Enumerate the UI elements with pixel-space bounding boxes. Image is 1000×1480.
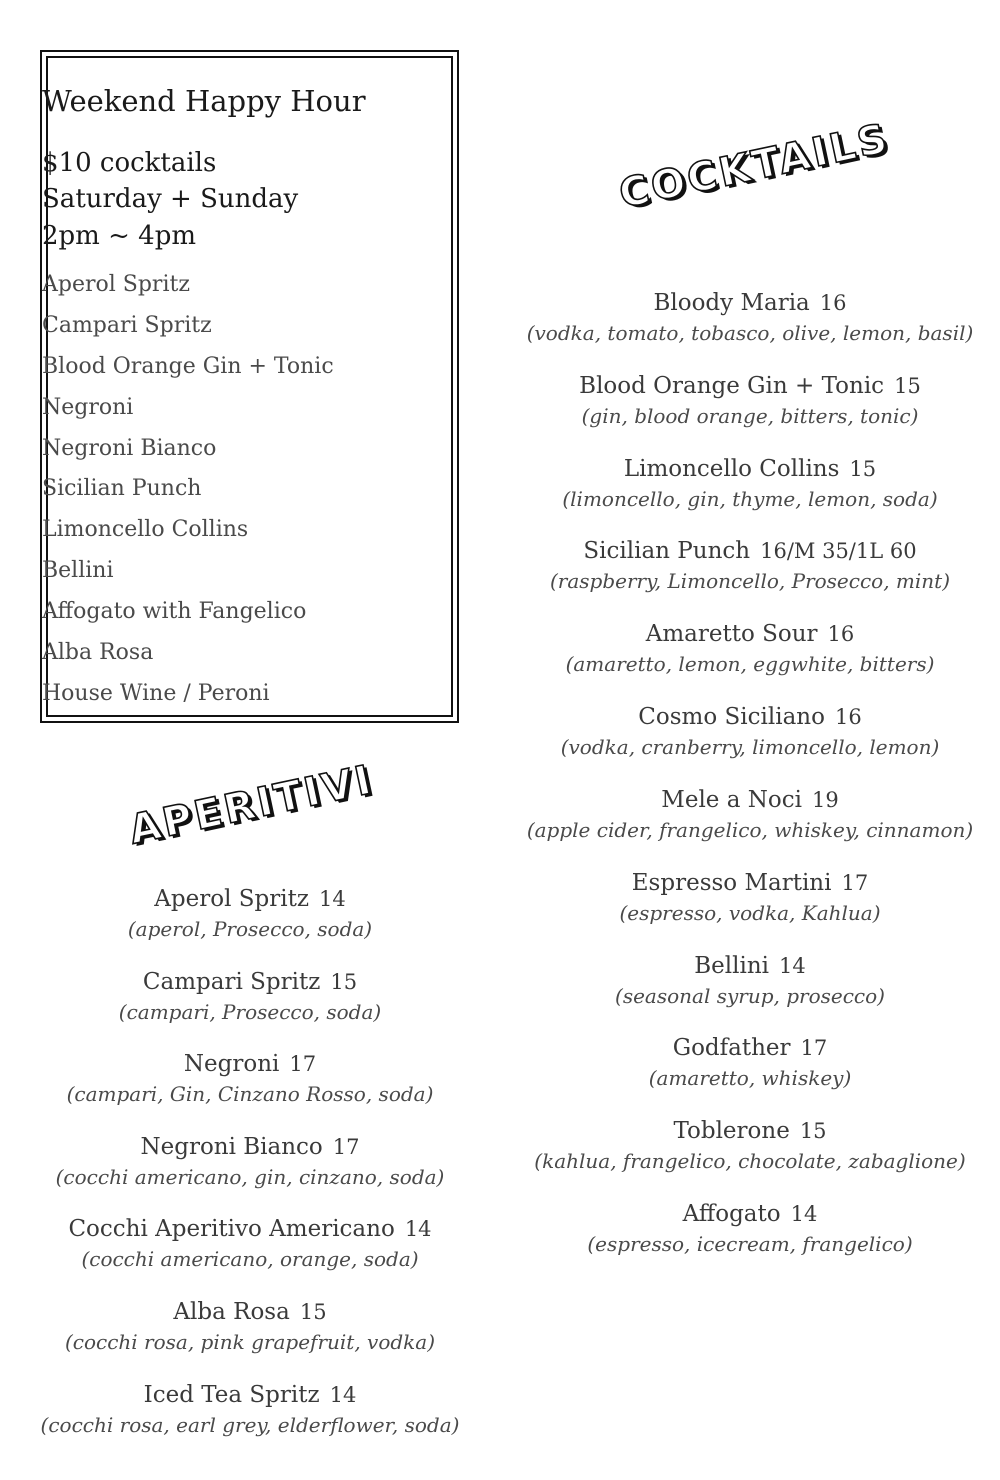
item-price: 15: [330, 970, 358, 994]
item-description: (apple cider, frangelico, whiskey, cinnamon): [526, 818, 974, 842]
item-description: (gin, blood orange, bitters, tonic): [581, 404, 919, 428]
item-description: (seasonal syrup, prosecco): [615, 984, 885, 1008]
item-price: 16/M 35/1L 60: [760, 539, 917, 563]
item-name: Mele a Noci: [661, 787, 802, 813]
cocktail-item: [520, 454, 980, 514]
item-description: (espresso, icecream, frangelico): [587, 1232, 913, 1256]
cocktail-item: [520, 785, 980, 845]
cocktail-item: [520, 536, 980, 596]
cocktails-heading: COCKTAILS: [615, 115, 894, 218]
happy-hour-time: 2pm ~ 4pm: [42, 221, 196, 251]
happy-hour-price: $10 cocktails: [42, 148, 217, 178]
item-price: 14: [404, 1217, 432, 1241]
item-price: 15: [894, 374, 921, 398]
item-name: Iced Tea Spritz: [143, 1382, 320, 1408]
item-description: (cocchi americano, gin, cinzano, soda): [55, 1165, 445, 1189]
happy-hour-item: Blood Orange Gin + Tonic: [42, 354, 334, 379]
item-price: 17: [841, 871, 869, 895]
cocktail-item: [520, 1033, 980, 1093]
item-price: 16: [827, 622, 855, 646]
item-price: 15: [849, 457, 877, 481]
aperitivo-item: [20, 967, 480, 1027]
item-name: Aperol Spritz: [154, 886, 309, 912]
cocktail-item: [520, 1199, 980, 1259]
cocktail-item: [520, 619, 980, 679]
item-description: (aperol, Prosecco, soda): [127, 917, 373, 941]
item-description: (vodka, tomato, tobasco, olive, lemon, basil): [526, 321, 974, 345]
item-name: Sicilian Punch: [583, 538, 751, 564]
item-price: 14: [790, 1202, 818, 1226]
cocktail-item: [520, 371, 980, 431]
item-name: Toblerone: [673, 1118, 790, 1144]
item-description: (cocchi rosa, pink grapefruit, vodka): [64, 1330, 436, 1354]
item-description: (kahlua, frangelico, chocolate, zabaglione): [534, 1149, 966, 1173]
item-price: 15: [299, 1300, 327, 1324]
happy-hour-box: [40, 50, 459, 723]
aperitivo-item: [20, 1297, 480, 1357]
item-name: Bloody Maria: [653, 290, 810, 316]
item-description: (espresso, vodka, Kahlua): [619, 901, 881, 925]
cocktail-item: [520, 951, 980, 1011]
item-description: (limoncello, gin, thyme, lemon, soda): [562, 487, 938, 511]
happy-hour-item: Negroni Bianco: [42, 436, 217, 461]
item-price: 19: [811, 788, 839, 812]
happy-hour-item: Negroni: [42, 395, 134, 420]
item-description: (cocchi rosa, earl grey, elderflower, soda): [40, 1413, 460, 1437]
item-name: Bellini: [694, 953, 769, 979]
happy-hour-item: Sicilian Punch: [42, 476, 202, 501]
happy-hour-item: Bellini: [42, 558, 114, 583]
item-description: (campari, Prosecco, soda): [118, 1000, 382, 1024]
item-name: Negroni Bianco: [140, 1134, 323, 1160]
item-price: 14: [318, 887, 346, 911]
cocktail-item: [520, 702, 980, 762]
item-name: Cosmo Siciliano: [638, 704, 825, 730]
item-price: 14: [329, 1383, 357, 1407]
aperitivo-item: [20, 884, 480, 944]
item-description: (raspberry, Limoncello, Prosecco, mint): [549, 569, 951, 593]
item-description: (vodka, cranberry, limoncello, lemon): [560, 735, 940, 759]
item-name: Godfather: [672, 1035, 791, 1061]
item-price: 17: [289, 1052, 317, 1076]
happy-hour-item: Aperol Spritz: [42, 272, 190, 297]
cocktail-item: [520, 868, 980, 928]
item-price: 17: [800, 1036, 828, 1060]
item-price: 15: [799, 1119, 827, 1143]
happy-hour-days: Saturday + Sunday: [42, 184, 299, 214]
item-name: Alba Rosa: [173, 1299, 290, 1325]
aperitivo-item: [20, 1380, 480, 1440]
item-name: Campari Spritz: [142, 969, 321, 995]
item-name: Blood Orange Gin + Tonic: [579, 373, 885, 399]
aperitivo-item: [20, 1214, 480, 1274]
aperitivo-item: [20, 1049, 480, 1109]
item-description: (cocchi americano, orange, soda): [81, 1247, 419, 1271]
aperitivo-item: [20, 1132, 480, 1192]
item-description: (campari, Gin, Cinzano Rosso, soda): [66, 1082, 434, 1106]
happy-hour-item: Alba Rosa: [42, 640, 154, 665]
cocktail-item: [520, 1116, 980, 1176]
item-name: Espresso Martini: [631, 870, 832, 896]
happy-hour-item: Affogato with Fangelico: [42, 599, 307, 624]
item-price: 16: [834, 705, 862, 729]
item-description: (amaretto, lemon, eggwhite, bitters): [565, 652, 935, 676]
item-name: Cocchi Aperitivo Americano: [68, 1216, 395, 1242]
happy-hour-item: Limoncello Collins: [42, 517, 249, 542]
item-price: 16: [819, 291, 847, 315]
item-name: Affogato: [682, 1201, 781, 1227]
aperitivi-heading: APERITIVI: [125, 756, 378, 854]
item-name: Limoncello Collins: [623, 456, 840, 482]
happy-hour-title: Weekend Happy Hour: [42, 84, 366, 118]
cocktail-item: [520, 288, 980, 348]
item-name: Amaretto Sour: [645, 621, 818, 647]
item-price: 14: [779, 954, 806, 978]
item-description: (amaretto, whiskey): [648, 1066, 852, 1090]
item-price: 17: [332, 1135, 360, 1159]
item-name: Negroni: [183, 1051, 280, 1077]
happy-hour-item: House Wine / Peroni: [42, 681, 270, 706]
happy-hour-item: Campari Spritz: [42, 313, 212, 338]
